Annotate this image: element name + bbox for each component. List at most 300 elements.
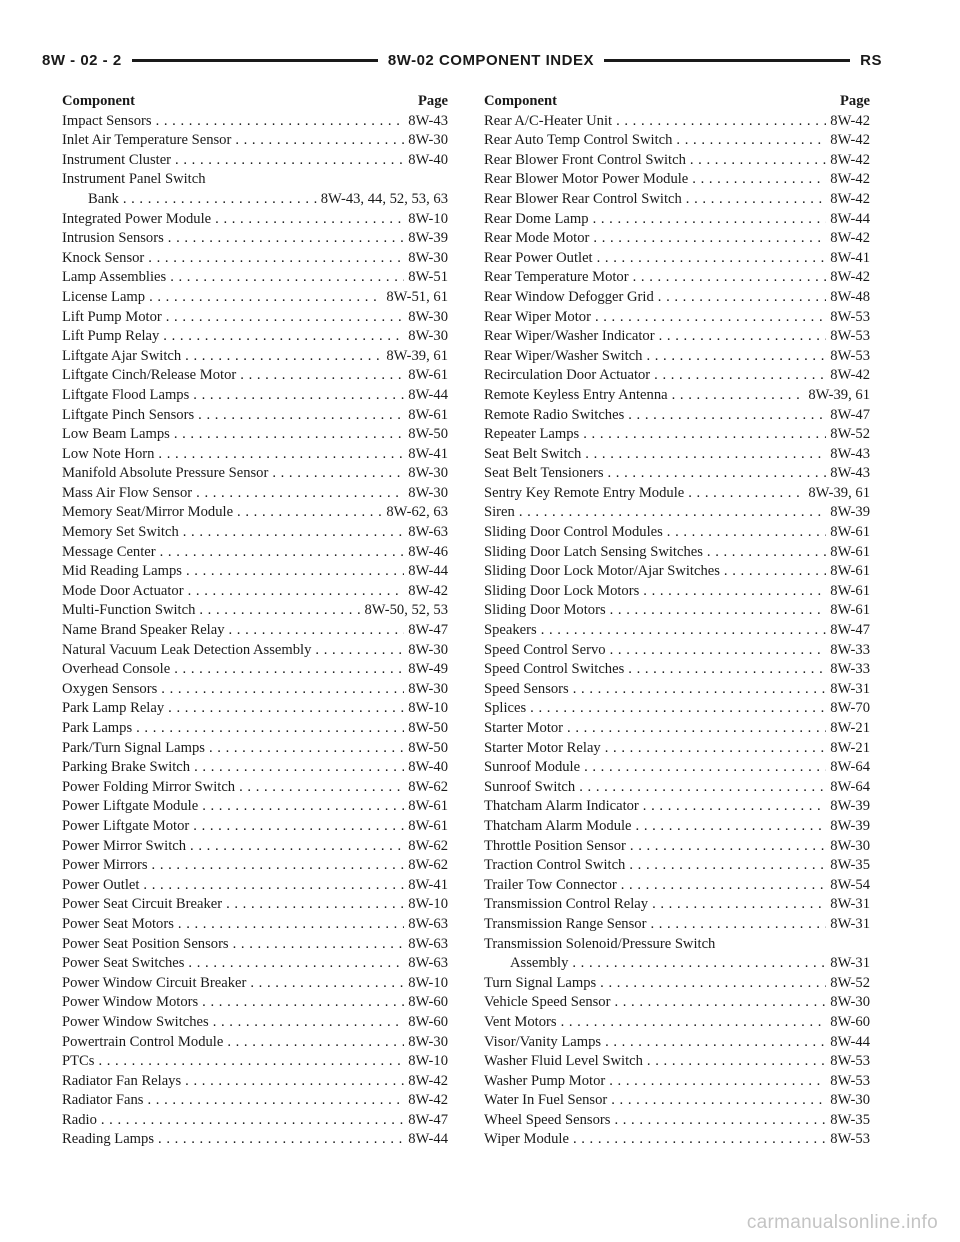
dot-leader — [595, 308, 826, 328]
index-entry — [62, 327, 448, 347]
dot-leader — [198, 406, 404, 426]
index-entry-name: Rear Blower Front Control Switch — [484, 151, 686, 168]
index-entry-page: 8W-42 — [408, 1072, 448, 1089]
dot-leader — [202, 993, 404, 1013]
index-entry-page: 8W-47 — [830, 406, 870, 423]
index-entry-page: 8W-44 — [408, 1131, 448, 1148]
index-entry-page: 8W-61 — [408, 406, 448, 423]
index-entry — [62, 993, 448, 1013]
dot-leader — [178, 915, 404, 935]
index-entry-name: Sliding Door Lock Motor/Ajar Switches — [484, 563, 720, 580]
index-entry — [484, 562, 870, 582]
index-entry-name: Power Liftgate Module — [62, 798, 199, 815]
dot-leader — [158, 1130, 404, 1150]
index-entry-name: Power Mirror Switch — [62, 837, 187, 854]
index-entry — [484, 817, 870, 837]
index-entry-name: Sentry Key Remote Entry Module — [484, 484, 685, 501]
dot-leader — [152, 856, 405, 876]
index-entry — [484, 229, 870, 249]
index-entry — [62, 660, 448, 680]
index-entry — [484, 1033, 870, 1053]
index-entry-name: Power Seat Circuit Breaker — [62, 896, 223, 913]
header-rule-left — [132, 59, 378, 62]
index-entry-page: 8W-63 — [408, 915, 448, 932]
index-entry-page: 8W-53 — [830, 1072, 870, 1089]
index-entry — [62, 837, 448, 857]
index-entry-page: 8W-35 — [830, 1111, 870, 1128]
index-entry — [484, 464, 870, 484]
index-entry — [62, 131, 448, 151]
index-entry-name: Lift Pump Relay — [62, 328, 160, 345]
index-entry-page: 8W-21 — [830, 739, 870, 756]
dot-leader — [690, 151, 826, 171]
index-entry — [484, 308, 870, 328]
index-entry-page: 8W-53 — [830, 347, 870, 364]
index-entry — [62, 1052, 448, 1072]
dot-leader — [633, 268, 827, 288]
index-entry-name: Sliding Door Lock Motors — [484, 582, 640, 599]
index-entry-page: 8W-48 — [830, 288, 870, 305]
index-entry-page: 8W-61 — [830, 524, 870, 541]
dot-leader — [188, 954, 404, 974]
index-entry-page: 8W-53 — [830, 1053, 870, 1070]
dot-leader — [643, 797, 826, 817]
index-entry-name: Rear Blower Rear Control Switch — [484, 190, 682, 207]
index-entry-page: 8W-31 — [830, 915, 870, 932]
index-entry — [484, 112, 870, 132]
index-entry-name: Visor/Vanity Lamps — [484, 1033, 602, 1050]
index-entry — [62, 190, 448, 210]
dot-leader — [183, 523, 405, 543]
index-entry-name: Rear Window Defogger Grid — [484, 288, 654, 305]
index-entry-name: Message Center — [62, 543, 156, 560]
index-entry — [62, 641, 448, 661]
index-entry — [484, 739, 870, 759]
index-entry — [62, 445, 448, 465]
index-entry — [484, 974, 870, 994]
dot-leader — [593, 229, 826, 249]
dot-leader — [573, 1130, 826, 1150]
index-entry-page: 8W-62 — [408, 857, 448, 874]
index-entry-name: Sunroof Switch — [484, 778, 576, 795]
dot-leader — [647, 1052, 826, 1072]
index-entry-name: Powertrain Control Module — [62, 1033, 224, 1050]
dot-leader — [185, 1072, 404, 1092]
index-entry — [484, 837, 870, 857]
index-entry-page: 8W-51, 61 — [386, 288, 448, 305]
index-entry — [484, 601, 870, 621]
index-entry-page: 8W-30 — [408, 249, 448, 266]
index-entry — [62, 797, 448, 817]
index-entry — [62, 1033, 448, 1053]
dot-leader — [611, 1091, 826, 1111]
index-entry — [484, 1013, 870, 1033]
index-entry-page: 8W-42 — [830, 230, 870, 247]
index-entry — [62, 543, 448, 563]
index-entry-name: Rear Wiper/Washer Indicator — [484, 328, 655, 345]
dot-leader — [610, 601, 827, 621]
index-entry — [484, 582, 870, 602]
index-entry-name: Throttle Position Sensor — [484, 837, 626, 854]
dot-leader — [597, 249, 827, 269]
index-entry-name: Memory Set Switch — [62, 524, 179, 541]
index-entry-page: 8W-42 — [830, 269, 870, 286]
index-entry — [62, 347, 448, 367]
index-entry — [62, 308, 448, 328]
index-entry — [484, 699, 870, 719]
dot-leader — [174, 660, 404, 680]
index-entry — [62, 425, 448, 445]
index-entry-name: Reading Lamps — [62, 1131, 155, 1148]
dot-leader — [227, 1033, 404, 1053]
dot-leader — [614, 1111, 826, 1131]
index-entry-name: Lamp Assemblies — [62, 269, 167, 286]
index-entry — [62, 229, 448, 249]
index-entry-name: Splices — [484, 700, 527, 717]
index-entry — [484, 523, 870, 543]
index-entry-name: Seat Belt Tensioners — [484, 465, 604, 482]
index-entry-name: Rear Wiper/Washer Switch — [484, 347, 643, 364]
index-entry-page: 8W-10 — [408, 974, 448, 991]
index-entry — [62, 249, 448, 269]
dot-leader — [650, 915, 826, 935]
dot-leader — [123, 190, 317, 210]
index-entry-page: 8W-41 — [830, 249, 870, 266]
index-entry — [484, 1111, 870, 1131]
index-entry — [62, 621, 448, 641]
index-entry-page: 8W-30 — [408, 680, 448, 697]
dot-leader — [158, 445, 404, 465]
dot-leader — [621, 876, 827, 896]
dot-leader — [636, 817, 827, 837]
index-entry-page: 8W-42 — [408, 1092, 448, 1109]
dot-leader — [659, 327, 827, 347]
page-header — [42, 48, 882, 72]
index-entry-name: Instrument Cluster — [62, 151, 172, 168]
dot-leader — [98, 1052, 404, 1072]
index-entry — [62, 915, 448, 935]
index-entry-name: Thatcham Alarm Module — [484, 817, 632, 834]
index-entry-page: 8W-50, 52, 53 — [364, 602, 448, 619]
index-entry — [62, 523, 448, 543]
index-entry — [484, 1052, 870, 1072]
index-entry-name: Multi-Function Switch — [62, 602, 196, 619]
header-rule-right — [604, 59, 850, 62]
dot-leader — [235, 131, 404, 151]
index-entry — [484, 1130, 870, 1150]
index-entry-page: 8W-30 — [830, 994, 870, 1011]
index-entry-name: Rear Wiper Motor — [484, 308, 591, 325]
index-entry-name: Transmission Solenoid/Pressure Switch — [484, 935, 716, 952]
index-entry — [62, 974, 448, 994]
index-entry-name: Liftgate Pinch Sensors — [62, 406, 195, 423]
index-entry — [484, 347, 870, 367]
index-entry — [484, 621, 870, 641]
dot-leader — [202, 797, 404, 817]
index-entry — [484, 151, 870, 171]
index-entry — [484, 719, 870, 739]
index-entry-page: 8W-49 — [408, 661, 448, 678]
index-entry-page: 8W-43 — [408, 112, 448, 129]
index-entry-name: Rear A/C-Heater Unit — [484, 112, 613, 129]
dot-leader — [629, 856, 826, 876]
index-entry-name: Park Lamps — [62, 720, 133, 736]
index-entry-page: 8W-43 — [830, 445, 870, 462]
index-entry — [484, 249, 870, 269]
index-entry-page: 8W-33 — [830, 661, 870, 678]
index-entry — [62, 562, 448, 582]
index-entry — [484, 915, 870, 935]
index-entry-page: 8W-62 — [408, 837, 448, 854]
index-entry-page: 8W-47 — [408, 1111, 448, 1128]
index-entry-page: 8W-30 — [830, 837, 870, 854]
index-entry-name: Natural Vacuum Leak Detection Assembly — [62, 641, 312, 658]
index-entry-page: 8W-62, 63 — [386, 504, 448, 521]
dot-leader — [101, 1111, 404, 1131]
index-entry-page: 8W-40 — [408, 759, 448, 776]
index-entry-name: Power Folding Mirror Switch — [62, 778, 236, 795]
index-entry-page: 8W-43 — [830, 465, 870, 482]
dot-leader — [654, 366, 826, 386]
index-entry-name: Starter Motor — [484, 720, 564, 736]
dot-leader — [186, 562, 404, 582]
index-entry-page: 8W-42 — [830, 190, 870, 207]
index-entry — [484, 856, 870, 876]
index-entry-page: 8W-30 — [408, 641, 448, 658]
index-entry-page: 8W-42 — [830, 367, 870, 384]
index-entry-name: Rear Dome Lamp — [484, 210, 589, 227]
dot-leader — [229, 621, 405, 641]
index-entry-page: 8W-61 — [408, 798, 448, 815]
index-entry-page: 8W-31 — [830, 896, 870, 913]
dot-leader — [519, 503, 826, 523]
index-entry-page: 8W-42 — [830, 171, 870, 188]
dot-leader — [193, 386, 404, 406]
dot-leader — [156, 112, 405, 132]
index-entry — [62, 503, 448, 523]
dot-leader — [610, 641, 827, 661]
index-entry-page: 8W-39 — [830, 504, 870, 521]
index-entry-page: 8W-33 — [830, 641, 870, 658]
index-entry-name: Speed Control Servo — [484, 641, 606, 658]
index-entry-continuation: Bank — [88, 190, 119, 207]
dot-leader — [605, 1033, 826, 1053]
dot-leader — [239, 778, 404, 798]
index-entry — [484, 876, 870, 896]
index-entry-name: Instrument Panel Switch — [62, 171, 206, 188]
index-entry — [62, 1091, 448, 1111]
index-entry-page: 8W-70 — [830, 700, 870, 717]
index-entry-page: 8W-44 — [830, 210, 870, 227]
index-entry-name: Remote Radio Switches — [484, 406, 625, 423]
index-entry-name: Mode Door Actuator — [62, 582, 184, 599]
index-entry — [484, 484, 870, 504]
dot-leader — [185, 347, 382, 367]
index-entry-name: Vent Motors — [484, 1013, 557, 1030]
page-heading: Page — [840, 93, 870, 109]
index-entry-page: 8W-61 — [830, 563, 870, 580]
index-entry-page: 8W-53 — [830, 328, 870, 345]
dot-leader — [250, 974, 404, 994]
dot-leader — [561, 1013, 827, 1033]
index-entry-page: 8W-43, 44, 52, 53, 63 — [320, 190, 448, 207]
index-entry-page: 8W-42 — [830, 151, 870, 168]
dot-leader — [652, 895, 826, 915]
index-entry — [484, 954, 870, 974]
index-entry-page: 8W-62 — [408, 778, 448, 795]
index-entry — [484, 993, 870, 1013]
index-entry — [484, 543, 870, 563]
index-entry — [62, 1111, 448, 1131]
index-entry-page: 8W-44 — [830, 1033, 870, 1050]
index-entry-name: Integrated Power Module — [62, 210, 212, 227]
index-entry — [484, 131, 870, 151]
index-entry-name: Impact Sensors — [62, 112, 152, 129]
index-entry-name: Memory Seat/Mirror Module — [62, 504, 234, 521]
index-entry-name: Rear Mode Motor — [484, 230, 590, 247]
dot-leader — [541, 621, 827, 641]
column-header — [62, 92, 448, 112]
dot-leader — [170, 268, 404, 288]
index-entry-continuation: Assembly — [510, 955, 569, 972]
dot-leader — [233, 935, 405, 955]
index-entry-page: 8W-51 — [408, 269, 448, 286]
index-entry-page: 8W-52 — [830, 426, 870, 443]
index-entry-name: Oxygen Sensors — [62, 680, 158, 697]
index-entry-name: Transmission Range Sensor — [484, 915, 647, 932]
dot-leader — [148, 249, 404, 269]
index-entry-name: Siren — [484, 504, 515, 521]
index-entry — [62, 719, 448, 739]
index-entry — [62, 778, 448, 798]
dot-leader — [147, 1091, 404, 1111]
index-entry-name: Power Seat Position Sensors — [62, 935, 229, 952]
index-entry-name: Inlet Air Temperature Sensor — [62, 132, 232, 149]
dot-leader — [628, 660, 826, 680]
index-entry-name: Name Brand Speaker Relay — [62, 622, 225, 639]
index-entry-name: Radio — [62, 1111, 97, 1128]
index-entry — [62, 406, 448, 426]
dot-leader — [572, 954, 826, 974]
index-entry-name: Power Window Switches — [62, 1013, 209, 1030]
index-entry-name: Power Outlet — [62, 876, 140, 893]
index-entry-page: 8W-10 — [408, 700, 448, 717]
index-entry-page: 8W-41 — [408, 445, 448, 462]
index-entry-name: Power Mirrors — [62, 857, 148, 874]
index-entry — [484, 425, 870, 445]
index-entry-name: Power Seat Motors — [62, 915, 174, 932]
dot-leader — [175, 151, 404, 171]
dot-leader — [215, 210, 404, 230]
dot-leader — [143, 876, 404, 896]
index-entry-name: Liftgate Cinch/Release Motor — [62, 367, 237, 384]
index-entry-page: 8W-42 — [408, 582, 448, 599]
index-entry-page: 8W-50 — [408, 739, 448, 756]
index-entry — [62, 895, 448, 915]
index-entry — [62, 699, 448, 719]
index-entry-page: 8W-54 — [830, 876, 870, 893]
dot-leader — [676, 131, 826, 151]
header-section-code: RS — [860, 51, 882, 69]
dot-leader — [608, 464, 827, 484]
index-entry-page: 8W-63 — [408, 524, 448, 541]
index-entry-page: 8W-39 — [408, 230, 448, 247]
index-entry — [484, 1091, 870, 1111]
index-entry-name: License Lamp — [62, 288, 146, 305]
header-title: 8W-02 COMPONENT INDEX — [387, 51, 594, 69]
index-entry — [62, 268, 448, 288]
index-entry-name: Park Lamp Relay — [62, 700, 165, 717]
index-entry-page: 8W-42 — [830, 112, 870, 129]
index-entry-page: 8W-64 — [830, 778, 870, 795]
index-entry-name: Rear Blower Motor Power Module — [484, 171, 689, 188]
index-entry — [62, 1072, 448, 1092]
index-entry-name: Liftgate Flood Lamps — [62, 386, 190, 403]
index-entry — [62, 151, 448, 171]
index-entry-name: Sliding Door Control Modules — [484, 524, 663, 541]
index-entry — [484, 797, 870, 817]
index-entry-name: Wiper Module — [484, 1131, 569, 1148]
index-entry — [62, 1013, 448, 1033]
index-entry-name: Power Liftgate Motor — [62, 817, 190, 834]
dot-leader — [196, 484, 404, 504]
dot-leader — [628, 406, 826, 426]
index-entry-name: Knock Sensor — [62, 249, 145, 266]
dot-leader — [630, 837, 826, 857]
dot-leader — [193, 817, 404, 837]
index-entry — [484, 1072, 870, 1092]
index-entry-page: 8W-63 — [408, 955, 448, 972]
index-entry-name: Transmission Control Relay — [484, 896, 649, 913]
index-entry-page: 8W-44 — [408, 563, 448, 580]
index-entry — [62, 366, 448, 386]
index-entry-page: 8W-44 — [408, 386, 448, 403]
index-entry-name: Mid Reading Lamps — [62, 563, 182, 580]
index-entry-name: Rear Auto Temp Control Switch — [484, 132, 673, 149]
index-entry — [62, 817, 448, 837]
index-entry-page: 8W-30 — [408, 132, 448, 149]
dot-leader — [609, 1072, 826, 1092]
watermark: carmanualsonline.info — [746, 1212, 938, 1233]
index-entry — [62, 856, 448, 876]
index-entry — [62, 876, 448, 896]
dot-leader — [168, 229, 405, 249]
index-entry-name: Wheel Speed Sensors — [484, 1111, 611, 1128]
index-entry — [484, 268, 870, 288]
index-entry — [484, 366, 870, 386]
index-entry-page: 8W-61 — [830, 602, 870, 619]
index-entry — [62, 739, 448, 759]
index-entry-page: 8W-39, 61 — [808, 484, 870, 501]
dot-leader — [174, 425, 404, 445]
dot-leader — [707, 543, 826, 563]
index-entry — [62, 582, 448, 602]
index-entry-name: Speakers — [484, 622, 537, 639]
index-entry-name: Sliding Door Motors — [484, 602, 606, 619]
index-entry — [484, 406, 870, 426]
index-entry-name: Traction Control Switch — [484, 857, 626, 874]
index-entry-name: Sunroof Module — [484, 759, 581, 776]
index-entry — [62, 954, 448, 974]
dot-leader — [161, 680, 404, 700]
index-entry-page: 8W-39 — [830, 798, 870, 815]
column-header — [484, 92, 870, 112]
index-entry-name: Radiator Fan Relays — [62, 1072, 182, 1089]
dot-leader — [168, 699, 404, 719]
index-entry-name: Low Beam Lamps — [62, 426, 170, 443]
dot-leader — [600, 974, 826, 994]
index-entry-page: 8W-30 — [830, 1092, 870, 1109]
